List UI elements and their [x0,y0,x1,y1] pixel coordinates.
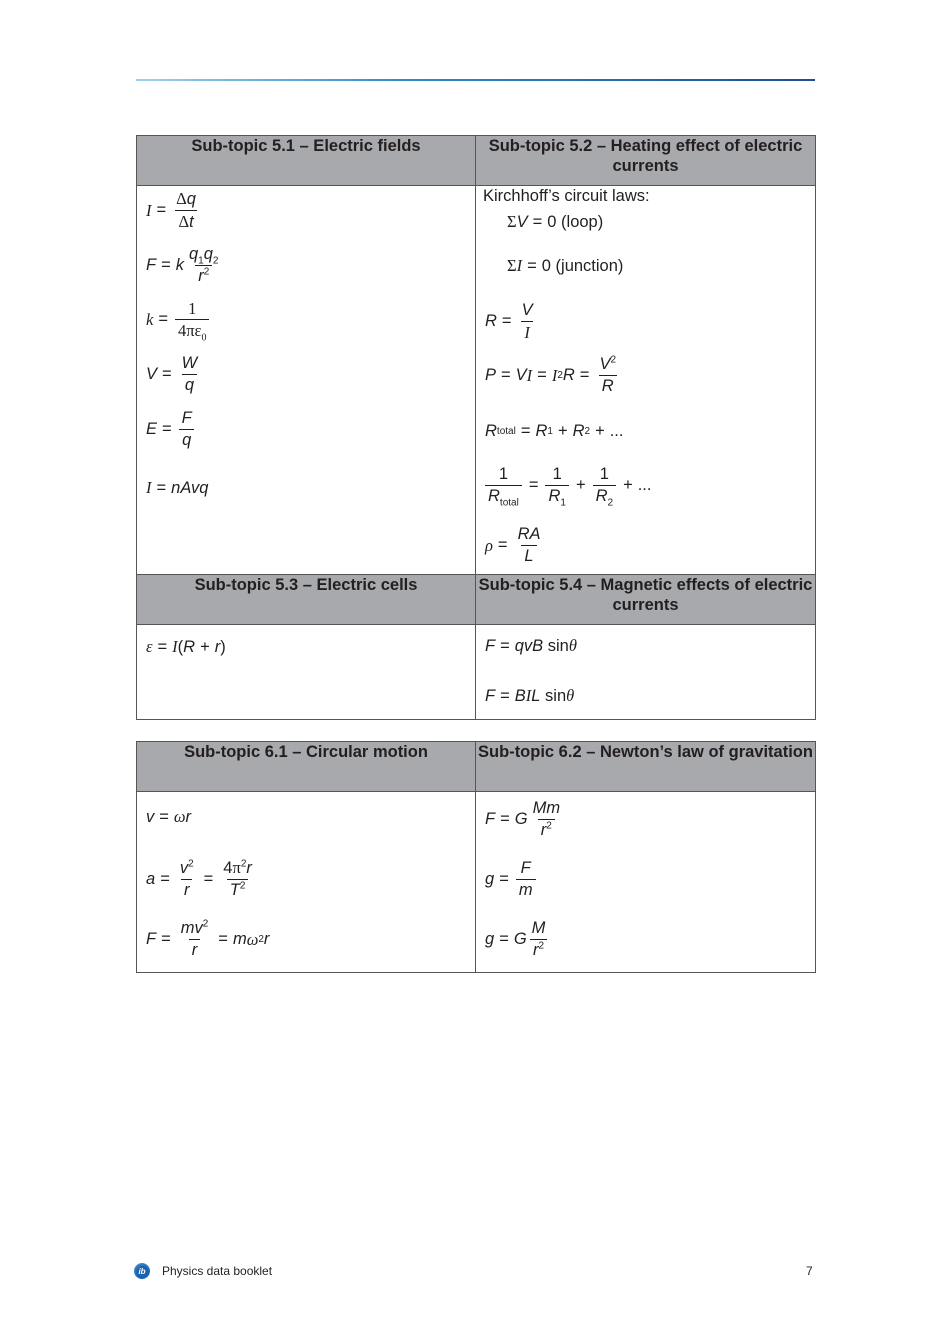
formula-gravity-at-distance: g = G $\frac{M}{r^2}$ [485,919,546,959]
cell-6-2-formulas [476,792,816,973]
formula-table-topic-6 [136,741,816,973]
formula-table-topic-5 [136,135,816,720]
formula-force-on-charge: F = qvB sin θ [485,636,577,655]
formula-angular-velocity: v = ω r [146,807,192,826]
formula-series-resistance: R total = R 1 + R 2 + ... [485,422,624,440]
cell-5-4-formulas [476,625,816,720]
formula-centripetal-acceleration: a = $\frac{v^2}{r}$ = $\frac{4\pi^2r}{T^2}$ [146,858,252,899]
header-rule [136,79,815,81]
formula-drift-velocity: I = nAvq [146,478,209,497]
footer [134,1263,272,1279]
header-subtopic-5-3: Sub-topic 5.3 – Electric cells [137,575,476,625]
junction-label: (junction) [555,256,624,275]
formula-centripetal-force: F = $\frac{mv^2}{r}$ = m ω 2 r [146,918,270,959]
formula-current: I = $\frac{\Delta q}{\Delta t}$ [146,189,196,231]
formula-power: P = V I = I 2 R = $\frac{V^2}{R}$ [485,354,617,395]
formula-field-strength: E = $\frac{F}{q}$ [146,410,197,449]
page-number: 7 [806,1264,813,1278]
formula-resistivity: ρ = $\frac{RA}{L}$ [485,525,541,565]
cell-5-1-formulas [137,186,476,575]
formula-parallel-resistance: $\frac{1}{R_{total}}$ = $\frac{1}{R_1}$ + $\frac{1}{R_2}$ + ... [483,466,651,505]
header-subtopic-5-1: Sub-topic 5.1 – Electric fields [137,136,476,186]
header-subtopic-5-2: Sub-topic 5.2 – Heating effect of electric currents [476,136,816,186]
formula-kirchhoff-loop: Σ V = 0 (loop) [507,212,604,231]
header-subtopic-6-2: Sub-topic 6.2 – Newton’s law of gravitation [476,742,816,792]
loop-label: (loop) [561,212,604,231]
formula-gravitation-law: F = G $\frac{Mm}{r^2}$ [485,799,561,839]
ib-logo-icon: ib [134,1263,150,1279]
formula-potential: V = $\frac{W}{q}$ [146,354,198,394]
header-subtopic-6-1: Sub-topic 6.1 – Circular motion [137,742,476,792]
cell-5-3-formulas [137,625,476,720]
booklet-title: Physics data booklet [162,1264,273,1278]
cell-6-1-formulas [137,792,476,973]
formula-emf: ε = I ( R + r ) [146,637,226,656]
kirchhoff-label: Kirchhoff’s circuit laws: [483,187,650,205]
formula-resistance: R = $\frac{V}{I}$ [485,301,533,342]
formula-coulomb-law: F = k $\frac{q_1q_2}{r^2}$ [146,245,219,285]
formula-kirchhoff-junction: Σ I = 0 (junction) [507,256,624,275]
formula-field-strength-gravity: g = $\frac{F}{m}$ [485,860,538,899]
formula-force-on-wire: F = B I L sin θ [485,686,575,705]
header-subtopic-5-4: Sub-topic 5.4 – Magnetic effects of electric currents [476,575,816,625]
cell-5-2-formulas [476,186,816,575]
formula-coulomb-constant: k = $\frac{1}{4\pi\varepsilon_0}$ [146,300,211,339]
